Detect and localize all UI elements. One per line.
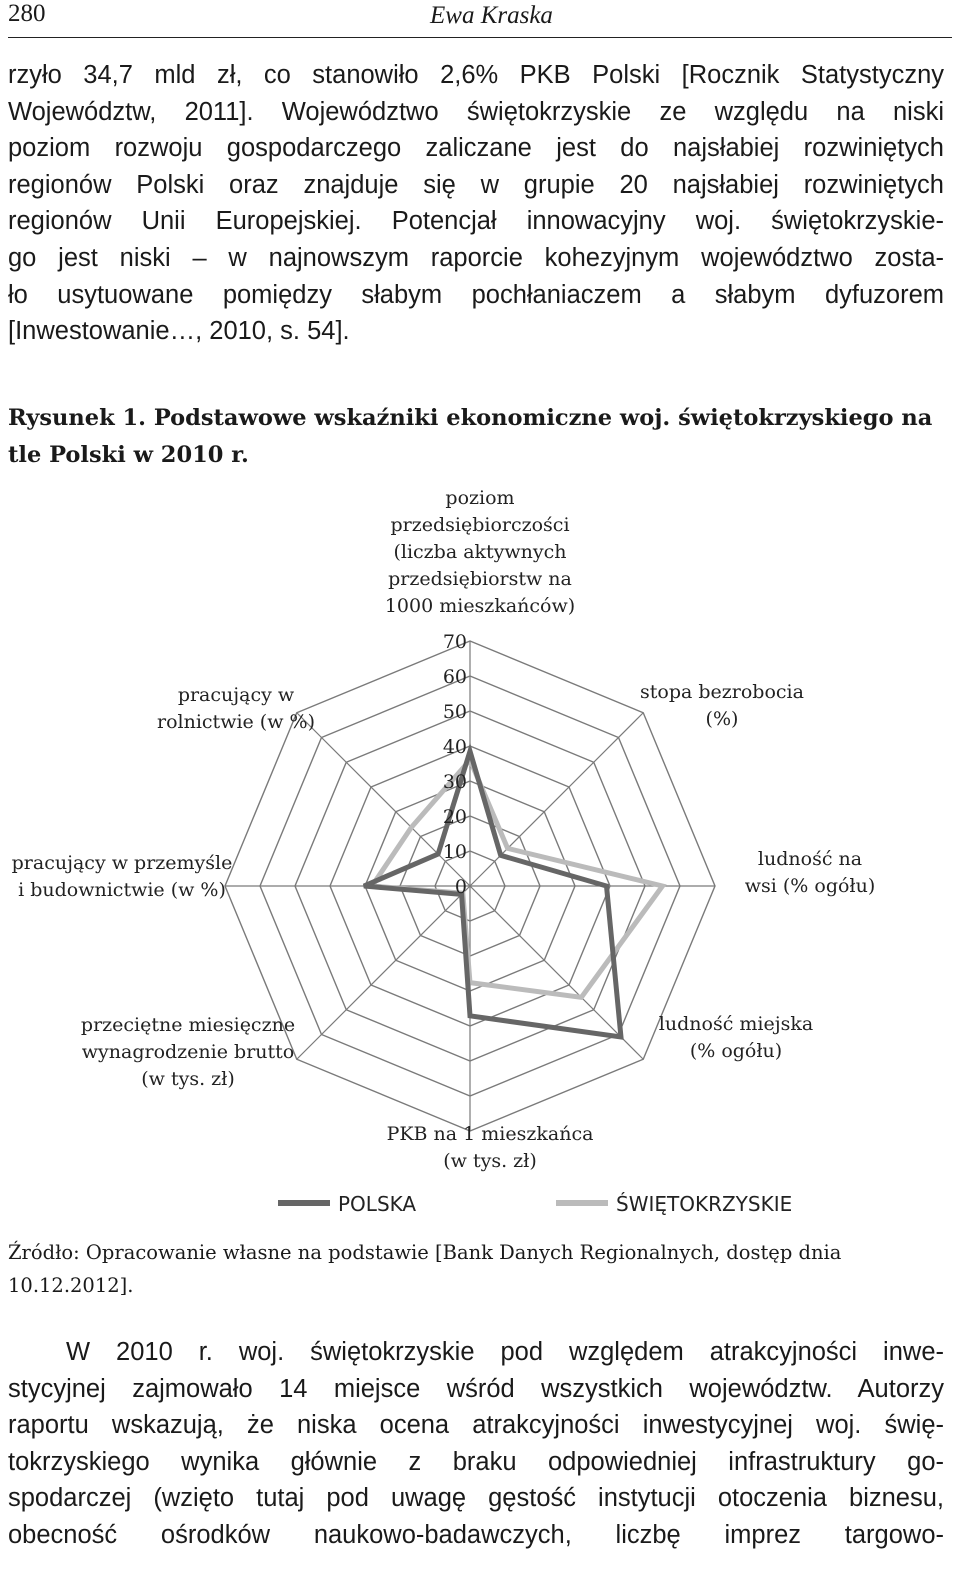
chart-legend [278, 1192, 792, 1216]
paragraph-line: obecność ośrodków naukowo-badawczych, liczbę imprez targowo- [8, 1520, 944, 1549]
axis-label-line: pracujący w [177, 684, 295, 706]
axis-label [745, 848, 876, 897]
tick-label: 30 [442, 771, 467, 793]
legend-label: ŚWIĘTOKRZYSKIE [616, 1192, 793, 1216]
paragraph-line: ło usytuowane pomiędzy słabym pochłaniaczem a słabym dyfuzorem [8, 280, 944, 309]
paragraph-line: rzyło 34,7 mld zł, co stanowiło 2,6% PKB Polski [Rocznik Statystyczny [8, 61, 944, 89]
paragraph-line: [Inwestowanie…, 2010, s. 54]. [8, 317, 350, 346]
paragraph-line: regionów Unii Europejskiej. Potencjał innowacyjny woj. świętokrzyskie- [8, 207, 944, 236]
axis-label-line: ludność miejska [658, 1013, 814, 1035]
radar-series [364, 751, 663, 1037]
paragraph-line: poziom rozwoju gospodarczego zaliczane jest do najsłabiej rozwiniętych [8, 134, 944, 163]
page-number: 280 [8, 0, 46, 27]
header-rule [8, 37, 952, 38]
axis-label-line: przedsiębiorczości [390, 514, 570, 536]
paragraph-line: go jest niski – w najnowszym raporcie kohezyjnym województwo zosta- [8, 243, 944, 272]
axis-label-line: (liczba aktywnych [393, 541, 567, 563]
paragraph-line: stycyjnej zajmowało 14 miejsce wśród wszystkich województw. Autorzy [8, 1374, 944, 1403]
axis-label-line: wynagrodzenie brutto [81, 1041, 295, 1063]
paragraph-2 [8, 1334, 944, 1554]
axis-label [640, 681, 804, 730]
axis-label-line: rolnictwie (w %) [157, 711, 315, 733]
axis-label-line: 1000 mieszkańców) [384, 595, 576, 617]
figure-caption [8, 400, 948, 474]
legend-label: POLSKA [338, 1192, 417, 1216]
axis-label-line: przedsiębiorstw na [388, 568, 572, 590]
source-line: 10.12.2012]. [8, 1274, 134, 1297]
tick-label: 20 [442, 806, 467, 828]
paragraph-1 [8, 57, 944, 350]
axis-label-line: stopa bezrobocia [640, 681, 804, 703]
axis-label-line: (w tys. zł) [141, 1068, 235, 1090]
axis-label [659, 1013, 813, 1062]
running-head-author: Ewa Kraska [430, 2, 553, 29]
tick-label: 60 [442, 666, 467, 688]
paragraph-line: W 2010 r. woj. świętokrzyskie pod względem atrakcyjności inwe- [66, 1338, 944, 1366]
axis-label-line: przeciętne miesięczne [80, 1014, 296, 1036]
tick-label: 50 [442, 701, 467, 723]
tick-label: 40 [442, 736, 467, 758]
paragraph-line: Województw, 2011]. Województwo świętokrzyskie ze względu na niski [8, 97, 944, 126]
axis-label-line: ludność na [757, 848, 863, 870]
axis-label-line: (%) [705, 708, 739, 730]
axis-label-line: (% ogółu) [689, 1040, 783, 1062]
axis-label-line: pracujący w przemyśle [11, 852, 233, 874]
axis-label-line: PKB na 1 mieszkańca [386, 1123, 594, 1145]
figure-source [8, 1236, 948, 1302]
axis-label [157, 684, 315, 733]
axis-label-line: i budownictwie (w %) [18, 879, 226, 901]
caption-line: Rysunek 1. Podstawowe wskaźniki ekonomiczne woj. świętokrzyskiego na [8, 405, 933, 431]
axis-label [385, 487, 575, 617]
paragraph-line: raportu wskazują, że niska ocena atrakcyjności inwestycyjnej woj. świę- [8, 1411, 944, 1440]
tick-label: 10 [442, 841, 467, 863]
paragraph-line: tokrzyskiego wynika głównie z braku odpowiedniej infrastruktury go- [8, 1447, 944, 1476]
grid-spoke [297, 886, 470, 1059]
paragraph-line: regionów Polski oraz znajduje się w grupie 20 najsłabiej rozwiniętych [8, 170, 944, 199]
axis-label [81, 1014, 295, 1090]
page-header [0, 0, 960, 44]
axis-label [12, 852, 233, 901]
axis-label-line: wsi (% ogółu) [744, 875, 876, 897]
axis-label [387, 1123, 594, 1172]
tick-label: 0 [454, 876, 467, 898]
tick-label: 70 [442, 631, 467, 653]
series-line [372, 760, 663, 997]
paragraph-line: spodarczej (wzięto tutaj pod uwagę gęstość instytucji otoczenia biznesu, [8, 1484, 944, 1513]
radar-chart [0, 480, 960, 1230]
caption-line: tle Polski w 2010 r. [8, 442, 249, 468]
axis-label-line: poziom [445, 487, 515, 509]
axis-label-line: (w tys. zł) [443, 1150, 537, 1172]
source-line: Źródło: Opracowanie własne na podstawie [Bank Danych Regionalnych, dostęp dnia [8, 1241, 842, 1264]
